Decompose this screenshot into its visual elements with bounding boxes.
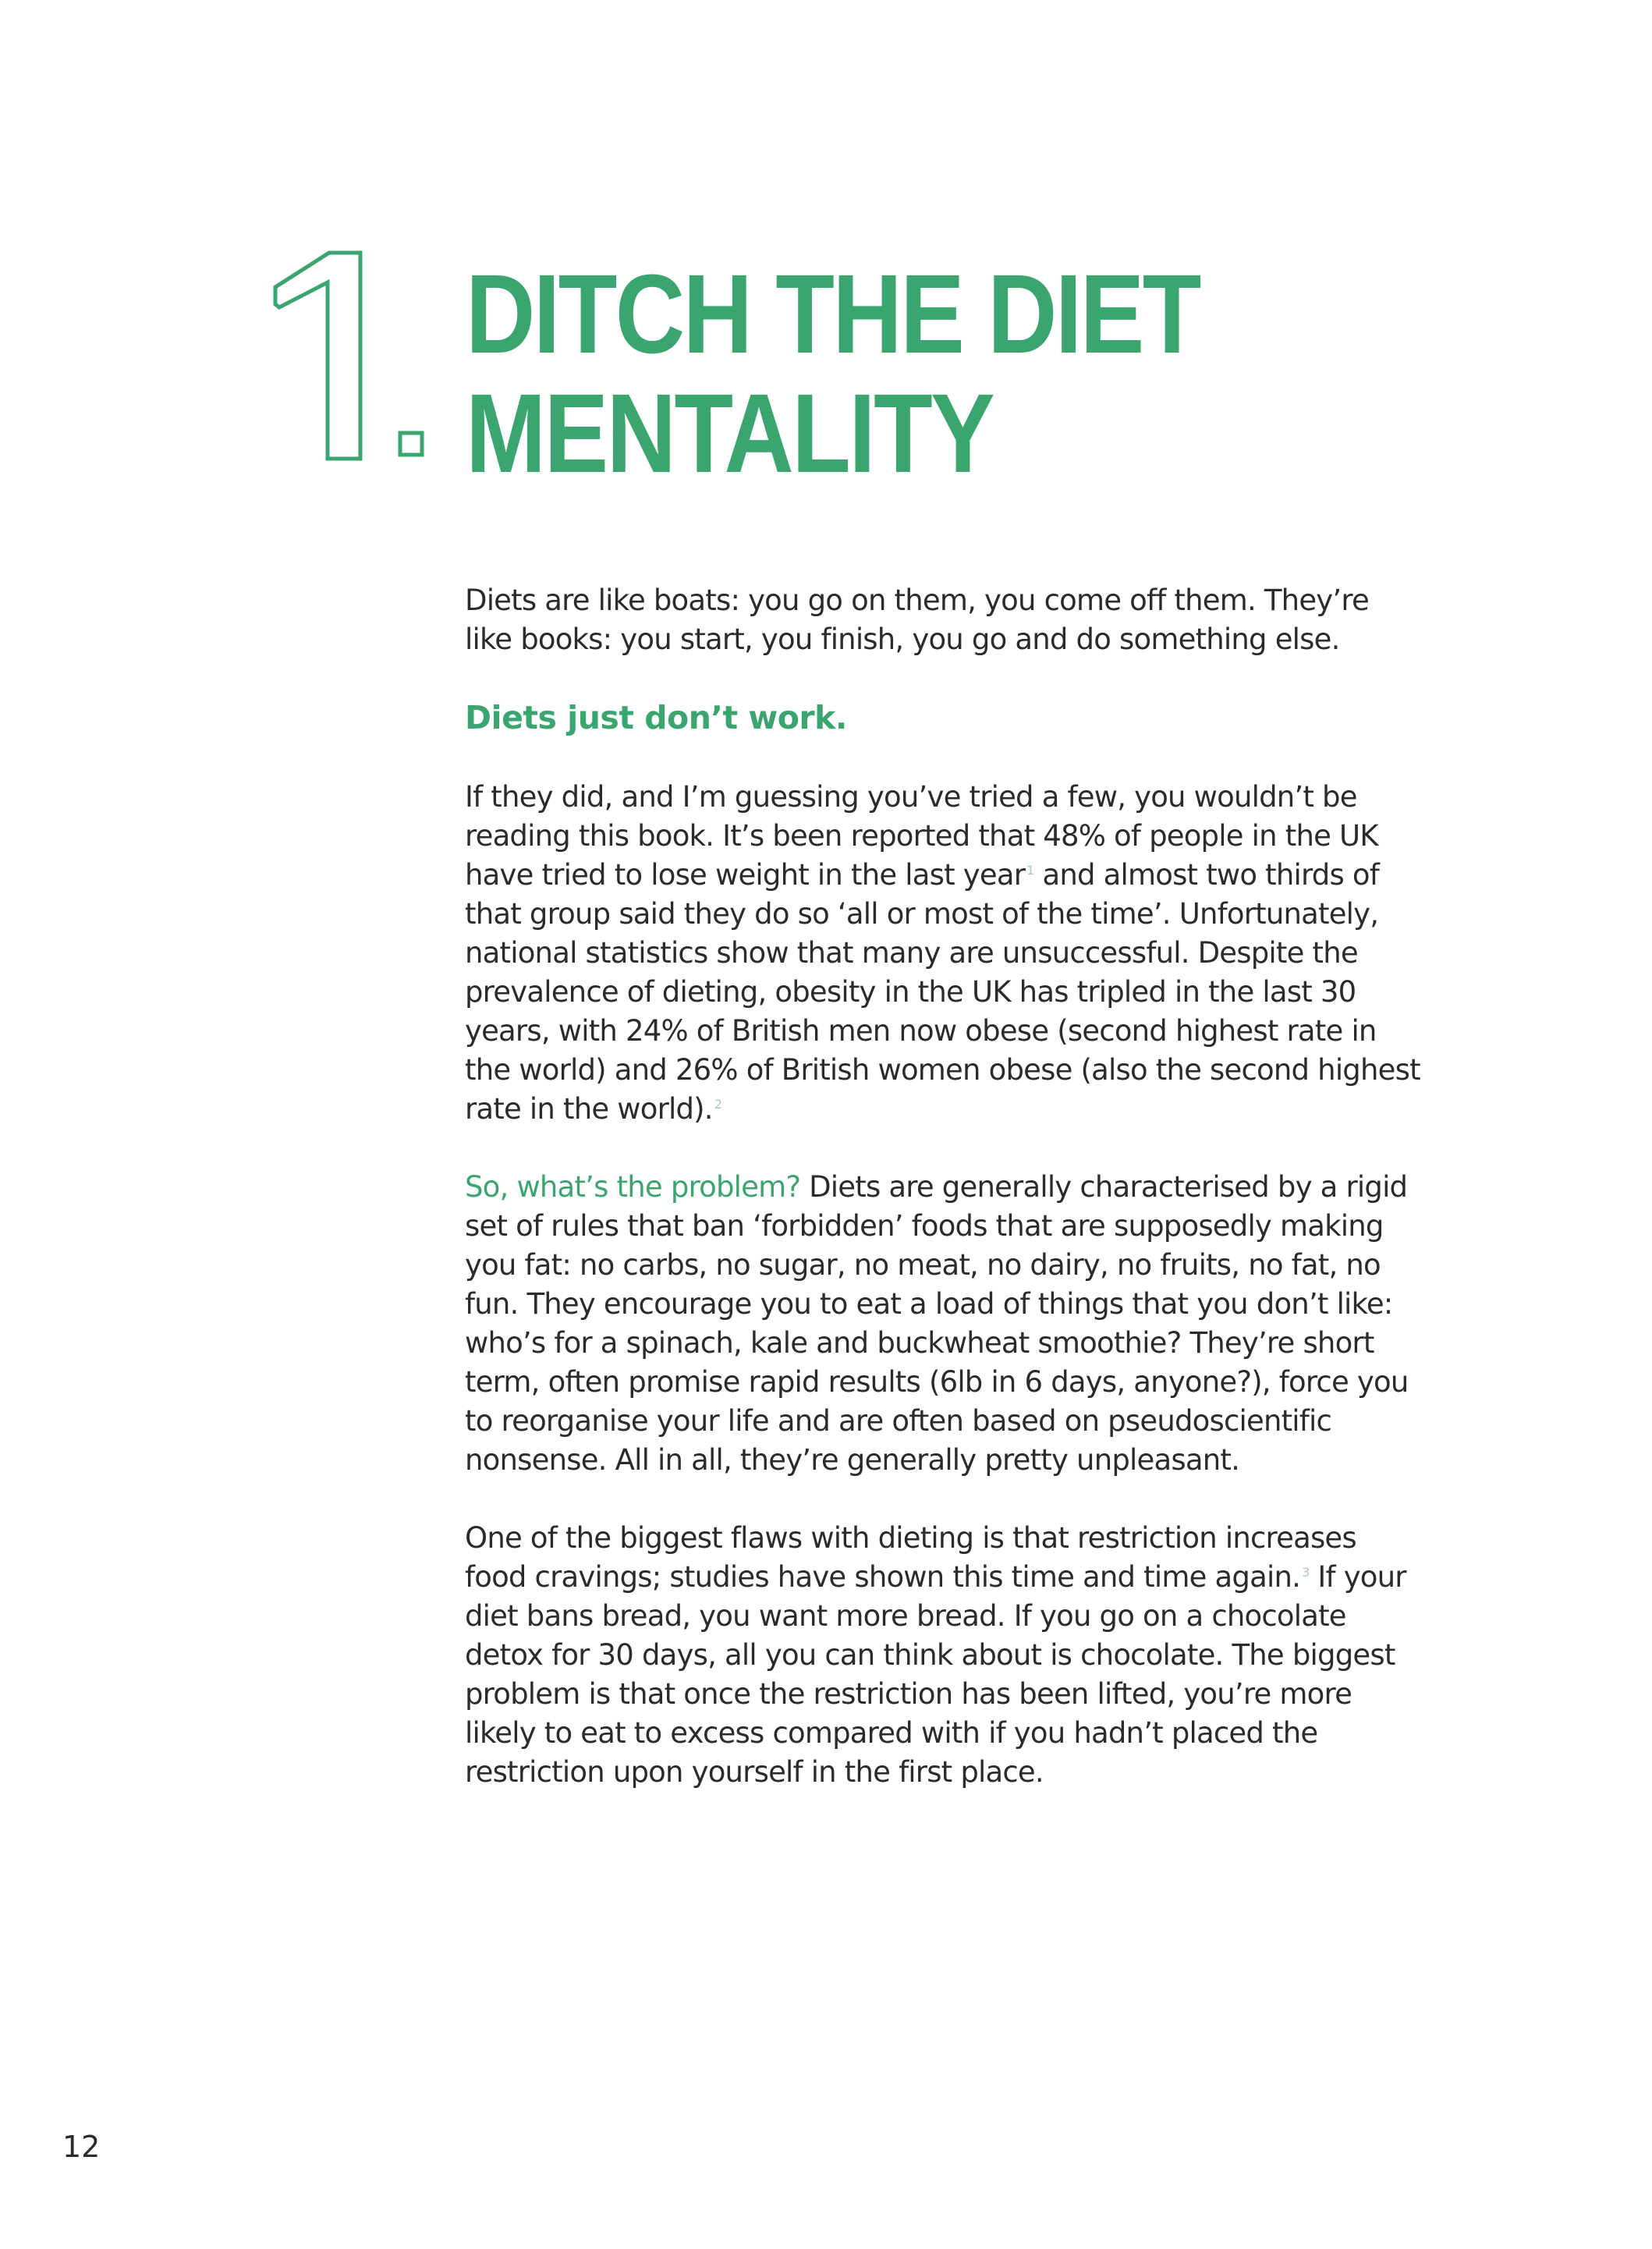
chapter-number-outline-1 — [273, 238, 374, 468]
paragraph-statistics — [465, 778, 1424, 1129]
paragraph-restriction-text-1: One of the biggest flaws with dieting is that restriction increases food cravings; studies have shown this time and time again. — [465, 1521, 1356, 1594]
subheading: Diets just don’t work. — [465, 699, 847, 736]
chapter-header — [273, 238, 1443, 499]
chapter-title — [466, 251, 1200, 496]
svg-text:1: 1 — [273, 238, 282, 253]
footnote-marker-1: 1 — [1026, 862, 1034, 878]
footnote-marker-2: 2 — [714, 1096, 722, 1112]
page-number: 12 — [62, 2130, 101, 2164]
intro-paragraph: Diets are like boats: you go on them, you come off them. They’re like books: you start, you finish, you go and do something else. — [465, 584, 1369, 656]
problem-lead-in: So, what’s the problem? — [465, 1170, 801, 1204]
paragraph-restriction — [465, 1519, 1424, 1792]
paragraph-statistics-text-2: and almost two thirds of that group said they do so ‘all or most of the time’. Unfortunately, national statistics show that many are unsuccessful. Despite the prevalence of dieting, obesity in the UK has tripled in the last 30 years, with 24% of British men now obese (second highest rate in the world) and 26% of British women obese (also the second highest rate in the world). — [465, 858, 1420, 1126]
paragraph-problem — [465, 1168, 1424, 1480]
paragraph-restriction-text-2: If your diet bans bread, you want more bread. If you go on a chocolate detox for 30 days, all you can think about is chocolate. The biggest problem is that once the restriction has been lifted, you’re more likely to eat to excess compared with if you hadn’t placed the restriction upon yourself in the first place. — [465, 1560, 1406, 1789]
paragraph-statistics-text-1: If they did, and I’m guessing you’ve tried a few, you wouldn’t be reading this book. It’s been reported that 48% of people in the UK have tried to lose weight in the last year — [465, 780, 1378, 892]
chapter-title-line-2: MENTALITY — [466, 371, 994, 496]
body-text — [465, 581, 1424, 1792]
chapter-title-line-1: DITCH THE DIET — [466, 251, 1200, 377]
paragraph-problem-text: Diets are generally characterised by a rigid set of rules that ban ‘forbidden’ foods that are supposedly making you fat: no carbs, no sugar, no meat, no dairy, no fruits, no fat, no fun. They encourage you to eat a load of things that you don’t like: who’s for a spinach, kale and buckwheat smoothie? They’re short term, often promise rapid results (6lb in 6 days, anyone?), force you to reorganise your life and are often based on pseudoscientific nonsense. All in all, they’re generally pretty unpleasant. — [465, 1170, 1409, 1477]
footnote-marker-3: 3 — [1302, 1564, 1310, 1580]
chapter-dot-square — [398, 431, 424, 457]
